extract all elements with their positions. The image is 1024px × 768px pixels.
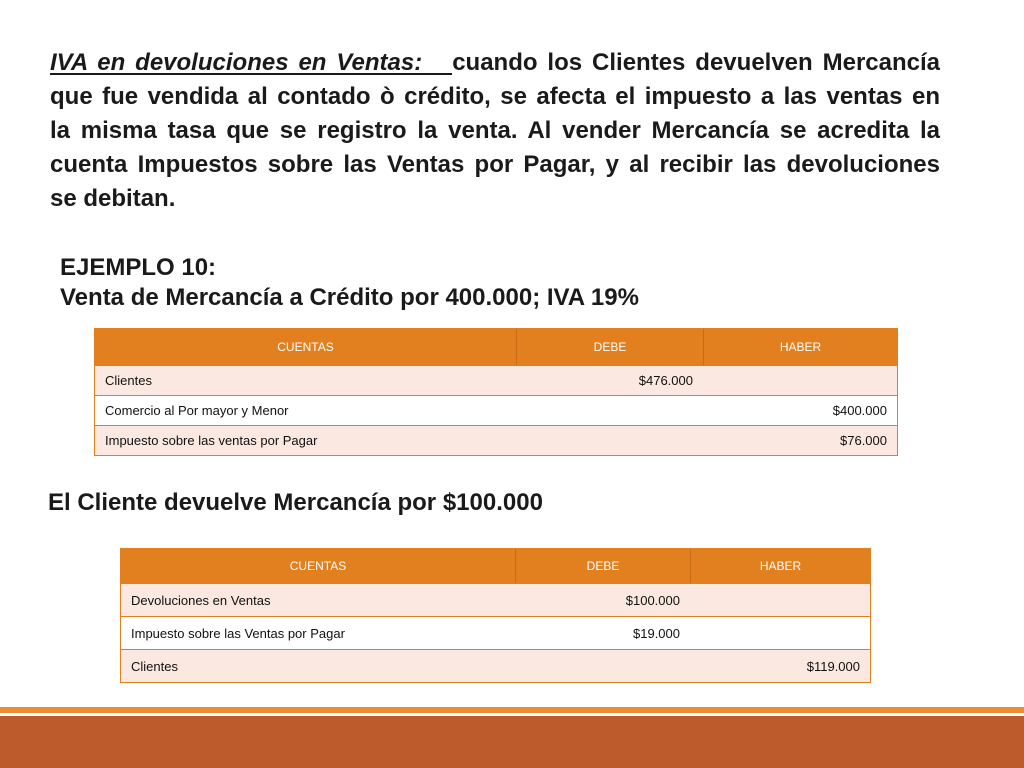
paragraph-line: que fue vendida al contado ò crédito, se afecta el impuesto a las ventas en (50, 83, 940, 110)
debit-cell: $19.000 (633, 625, 680, 641)
intro-paragraph (50, 46, 940, 216)
paragraph-line (50, 46, 940, 80)
return-journal-table (120, 548, 871, 683)
table-row (95, 365, 897, 395)
table-row (95, 425, 897, 455)
debit-cell: $476.000 (638, 373, 693, 388)
account-cell: Clientes (131, 658, 178, 674)
credit-cell: $76.000 (840, 433, 887, 448)
footer-stripe (0, 707, 1024, 713)
table-row (121, 649, 870, 682)
debit-cell (516, 426, 703, 455)
account-cell: Clientes (105, 373, 152, 388)
paragraph-line: la misma tasa que se registro la venta. Al vender Mercancía se acredita la (50, 117, 940, 144)
credit-cell (690, 617, 870, 649)
account-cell: Comercio al Por mayor y Menor (105, 403, 289, 418)
paragraph-line: cuenta Impuestos sobre las Ventas por Pagar, y al recibir las devoluciones (50, 151, 940, 178)
column-header-cuentas: CUENTAS (277, 340, 334, 354)
paragraph-line: se debitan. (50, 185, 176, 212)
credit-cell (703, 366, 897, 395)
paragraph-line-text: cuando los Clientes devuelven Mercancía (452, 49, 940, 76)
debit-cell: $100.000 (625, 592, 680, 608)
debit-cell (515, 650, 690, 682)
column-header-haber: HABER (703, 329, 897, 365)
table-row (121, 583, 870, 616)
column-header-debe: DEBE (515, 549, 690, 583)
lead-underline-gap (422, 73, 452, 75)
table-header-row (121, 549, 870, 583)
paragraph-lead-term: IVA en devoluciones en Ventas: (50, 49, 423, 76)
credit-cell (690, 584, 870, 616)
account-cell: Impuesto sobre las ventas por Pagar (105, 433, 318, 448)
table-header-row (95, 329, 897, 365)
sale-journal-table (94, 328, 898, 456)
table-row (121, 616, 870, 649)
column-header-cuentas: CUENTAS (289, 559, 347, 573)
credit-cell: $119.000 (806, 658, 860, 674)
example-description: Venta de Mercancía a Crédito por 400.000; IVA 19% (60, 284, 639, 311)
account-cell: Impuesto sobre las Ventas por Pagar (131, 625, 345, 641)
column-header-haber: HABER (690, 549, 870, 583)
account-cell: Devoluciones en Ventas (131, 592, 271, 608)
column-header-debe: DEBE (516, 329, 703, 365)
credit-cell: $400.000 (832, 403, 887, 418)
return-heading: El Cliente devuelve Mercancía por $100.000 (48, 489, 543, 516)
example-title: EJEMPLO 10: (60, 254, 217, 281)
debit-cell (516, 396, 703, 425)
table-row (95, 395, 897, 425)
footer-band (0, 716, 1024, 768)
